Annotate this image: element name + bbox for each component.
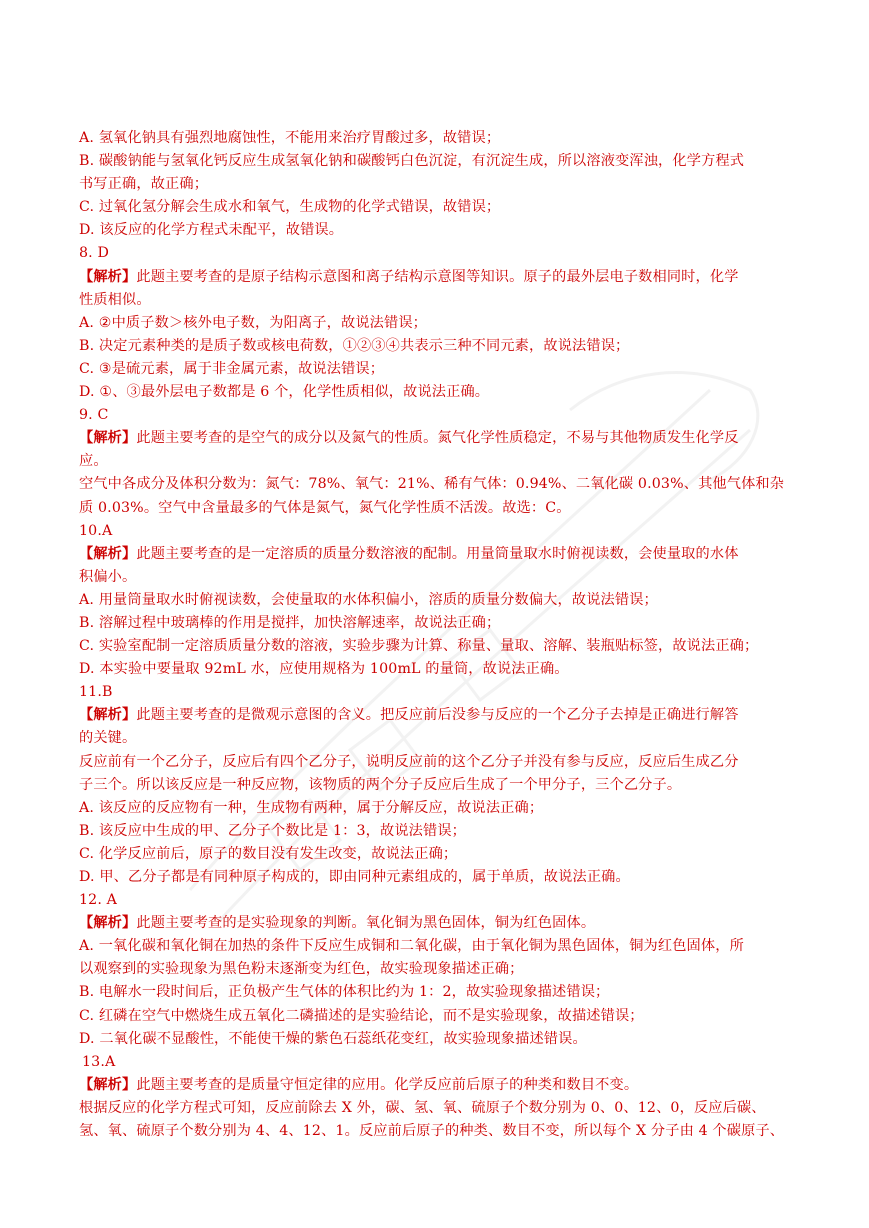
text-line: D. 该反应的化学方程式未配平，故错误。 <box>79 222 344 239</box>
text-line: 根据反应的化学方程式可知，反应前除去 X 外，碳、氢、氧、硫原子个数分别为 0、0、12、0，反应后碳、 <box>79 1099 766 1116</box>
text-line: 空气中各成分及体积分数为：氮气：78%、氧气：21%、稀有气体：0.94%、二氧化碳 0.03%、其他气体和杂 <box>79 476 785 493</box>
analysis-tag: 【解析】 <box>79 430 137 447</box>
analysis-line <box>79 543 791 566</box>
analysis-text: 此题主要考查的是一定溶质的质量分数溶液的配制。用量筒量取水时俯视读数，会使量取的水体 <box>136 545 739 562</box>
analysis-text: 此题主要考查的是微观示意图的含义。把反应前后没参与反应的一个乙分子去掉是正确进行解答 <box>136 707 739 724</box>
question-answer-number: 12. A <box>79 892 118 909</box>
analysis-line <box>79 912 791 935</box>
text-line: 书写正确，故正确； <box>79 176 209 193</box>
text-line: B. 决定元素种类的是质子数或核电荷数，①②③④共表示三种不同元素，故说法错误； <box>79 337 630 354</box>
text-line: C. 红磷在空气中燃烧生成五氧化二磷描述的是实验结论，而不是实验现象，故描述错误； <box>79 1007 644 1024</box>
text-line: C. 过氧化氢分解会生成水和氧气，生成物的化学式错误，故错误； <box>79 199 501 216</box>
text-line: D. 甲、乙分子都是有同种原子构成的，即由同种元素组成的，属于单质，故说法正确。 <box>79 869 630 885</box>
text-line: A. 该反应的反应物有一种，生成物有两种，属于分解反应，故说法正确； <box>79 799 544 816</box>
text-line: 应。 <box>79 453 108 470</box>
text-line: 子三个。所以该反应是一种反应物，该物质的两个分子反应后生成了一个甲分子，三个乙分子。 <box>79 776 682 793</box>
analysis-line <box>79 266 791 289</box>
analysis-tag: 【解析】 <box>79 707 137 724</box>
analysis-tag: 【解析】 <box>79 915 137 932</box>
question-answer-number: 13.A <box>82 1053 116 1070</box>
text-line: A. 一氧化碳和氧化铜在加热的条件下反应生成铜和二氧化碳，由于氧化铜为黑色固体，铜为红色固体，所 <box>79 938 744 955</box>
text-line: A. 用量筒量取水时俯视读数，会使量取的水体积偏小，溶质的质量分数偏大，故说法错误； <box>79 591 658 608</box>
text-line: A. 氢氧化钠具有强烈地腐蚀性，不能用来治疗胃酸过多，故错误； <box>79 130 501 146</box>
text-line: 性质相似。 <box>79 291 151 308</box>
question-answer-number: 10.A <box>79 522 113 539</box>
text-line: 积偏小。 <box>79 568 137 585</box>
text-line: B. 电解水一段时间后，正负极产生气体的体积比约为 1：2，故实验现象描述错误； <box>79 984 610 1001</box>
text-line: C. 化学反应前后，原子的数目没有发生改变，故说法正确； <box>79 845 458 862</box>
analysis-text: 此题主要考查的是空气的成分以及氮气的性质。氮气化学性质稳定，不易与其他物质发生化学反 <box>136 430 739 447</box>
text-line: 质 0.03%。空气中含量最多的气体是氮气，氮气化学性质不活泼。故选：C。 <box>79 499 571 516</box>
question-answer-number: 11.B <box>79 684 113 701</box>
text-line: B. 碳酸钠能与氢氧化钙反应生成氢氧化钠和碳酸钙白色沉淀，有沉淀生成，所以溶液变浑浊，化学方程式 <box>79 153 745 170</box>
question-answer-number: 9. C <box>79 407 109 424</box>
analysis-line <box>79 1074 791 1097</box>
analysis-text: 此题主要考查的是实验现象的判断。氧化铜为黑色固体，铜为红色固体。 <box>136 915 596 932</box>
text-line: C. ③是硫元素，属于非金属元素，故说法错误； <box>79 360 385 377</box>
analysis-line <box>79 704 791 727</box>
analysis-text: 此题主要考查的是原子结构示意图和离子结构示意图等知识。原子的最外层电子数相同时，化学 <box>136 268 739 285</box>
analysis-line <box>79 427 791 450</box>
analysis-tag: 【解析】 <box>79 545 137 562</box>
analysis-tag: 【解析】 <box>79 268 137 285</box>
text-line: 以观察到的实验现象为黑色粉末逐渐变为红色，故实验现象描述正确； <box>79 961 524 978</box>
text-line: B. 溶解过程中玻璃棒的作用是搅拌，加快溶解速率，故说法正确； <box>79 614 501 631</box>
text-line: B. 该反应中生成的甲、乙分子个数比是 1：3，故说法错误； <box>79 822 467 839</box>
analysis-text: 此题主要考查的是质量守恒定律的应用。化学反应前后原子的种类和数目不变。 <box>136 1076 639 1093</box>
text-line: D. 二氧化碳不显酸性，不能使干燥的紫色石蕊纸花变红，故实验现象描述错误。 <box>79 1030 587 1047</box>
answer-explanation-text <box>79 127 791 1143</box>
text-line: D. ①、③最外层电子数都是 6 个，化学性质相似，故说法正确。 <box>79 384 490 401</box>
text-line: 氢、氧、硫原子个数分别为 4、4、12、1。反应前后原子的种类、数目不变，所以每个 X 分子由 4 个碳原子、 <box>79 1123 785 1140</box>
text-line: D. 本实验中要量取 92mL 水，应使用规格为 100mL 的量筒，故说法正确。 <box>79 661 569 678</box>
text-line: 的关键。 <box>79 730 137 747</box>
text-line: C. 实验室配制一定溶质质量分数的溶液，实验步骤为计算、称量、量取、溶解、装瓶贴标签，故说法正确； <box>79 638 759 655</box>
text-line: A. ②中质子数＞核外电子数，为阳离子，故说法错误； <box>79 314 428 331</box>
question-answer-number: 8. D <box>79 245 110 262</box>
text-line: 反应前有一个乙分子，反应后有四个乙分子，说明反应前的这个乙分子并没有参与反应，反应后生成乙分 <box>79 753 739 770</box>
analysis-tag: 【解析】 <box>79 1076 137 1093</box>
